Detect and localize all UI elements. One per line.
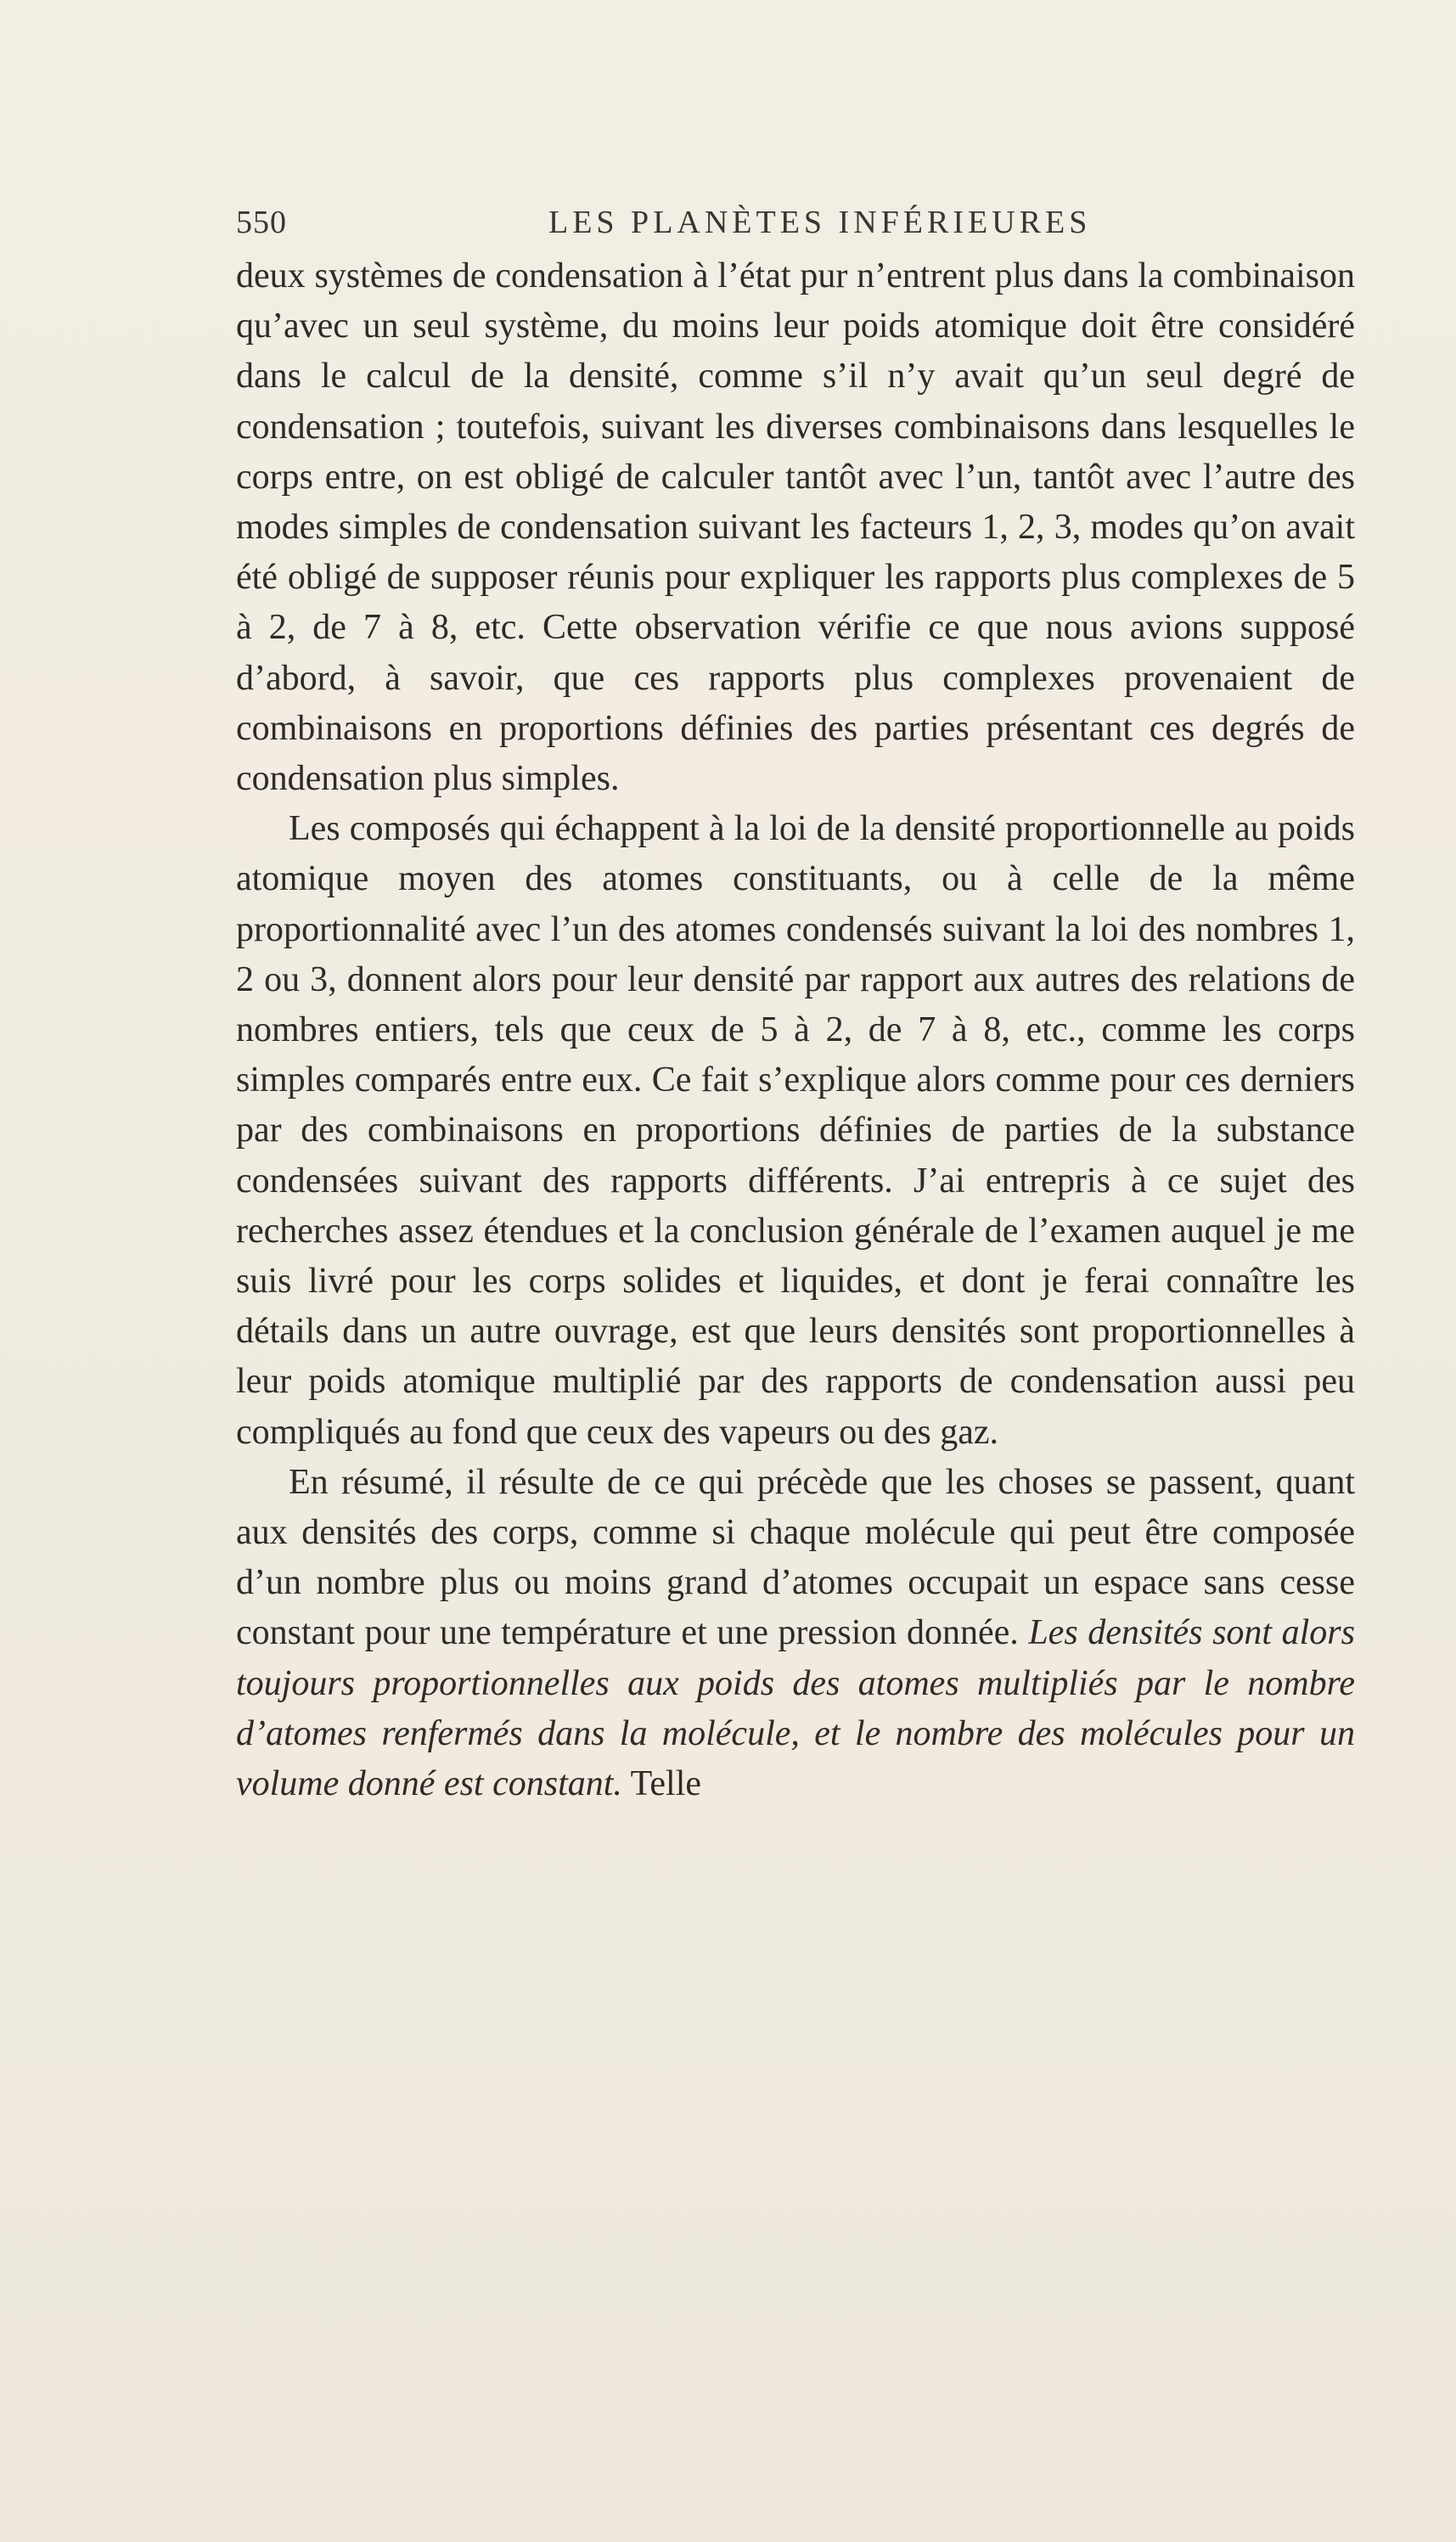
running-title: LES PLANÈTES INFÉRIEURES <box>548 205 1092 240</box>
body-text <box>236 251 1355 1809</box>
paragraph-3 <box>236 1458 1355 1809</box>
paragraph-1: deux systèmes de condensation à l’état pur n’entrent plus dans la combinaison qu’avec un seul système, du moins leur poids atomique doit être considéré dans le calcul de la densité, comme s’il n’y avait qu’un seul degré de condensation ; toutefois, suivant les diverses combinaisons dans lesquelles le corps entre, on est obligé de calculer tantôt avec l’un, tantôt avec l’autre des modes simples de condensation suivant les facteurs 1, 2, 3, modes qu’on avait été obligé de supposer réunis pour expliquer les rapports plus complexes de 5 à 2, de 7 à 8, etc. Cette observation vérifie ce que nous avions supposé d’abord, à savoir, que ces rapports plus complexes provenaient de combinaisons en proportions définies des parties présentant ces degrés de condensation plus simples. <box>236 256 1355 799</box>
running-head <box>236 204 1348 255</box>
paragraph-3-text: En résumé, il résulte de ce qui précède que les choses se passent, quant aux densités des corps, comme si chaque molécule qui peut être composée d’un nombre plus ou moins grand d’atomes occupait un espace sans cesse constant pour une température et une pression donnée. <box>236 1462 1355 1653</box>
paragraph-3-italic-statement: Les densités sont alors toujours proportionnelles aux poids des atomes multipliés par le nombre d’atomes renfermés dans la molécule, et le nombre des molécules pour un volume donné est constant. <box>236 1613 1356 1804</box>
page-number: 550 <box>236 205 287 240</box>
paragraph-3-tail: Telle <box>630 1764 701 1804</box>
paragraph-2: Les composés qui échappent à la loi de la densité proportionnelle au poids atomique moyen des atomes constituants, ou à celle de la même proportionnalité avec l’un des atomes condensés suivant la loi des nombres 1, 2 ou 3, donnent alors pour leur densité par rapport aux autres des relations de nombres entiers, tels que ceux de 5 à 2, de 7 à 8, etc., comme les corps simples comparés entre eux. Ce fait s’explique alors comme pour ces derniers par des combinaisons en proportions définies de parties de la substance condensées suivant des rapports différents. J’ai entrepris à ce sujet des recherches assez étendues et la conclusion générale de l’examen auquel je me suis livré pour les corps solides et liquides, et dont je ferai connaître les détails dans un autre ouvrage, est que leurs densités sont proportionnelles à leur poids atomique multiplié par des rapports de condensation aussi peu compliqués au fond que ceux des vapeurs ou des gaz. <box>236 809 1355 1452</box>
